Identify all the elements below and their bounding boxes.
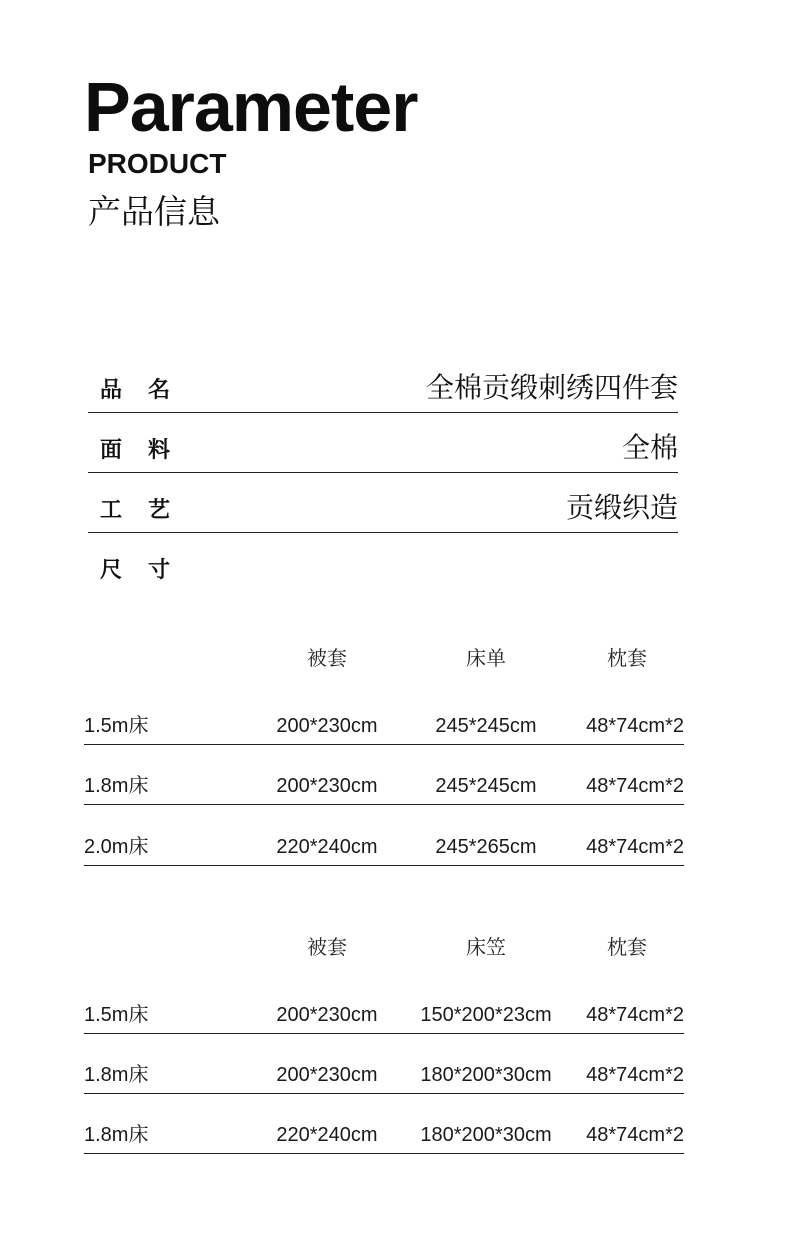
table-cell: 48*74cm*2 xyxy=(586,715,684,737)
table-cell: 48*74cm*2 xyxy=(586,775,684,797)
table-cell: 48*74cm*2 xyxy=(586,1064,684,1086)
table-row xyxy=(84,995,684,1034)
table-cell: 180*200*30cm xyxy=(420,1124,552,1146)
spec-label: 品名 xyxy=(100,378,197,403)
table-cell: 48*74cm*2 xyxy=(586,1124,684,1146)
header-cell: 床笠 xyxy=(466,935,506,959)
table-cell: 245*265cm xyxy=(435,836,537,858)
table-cell: 200*230cm xyxy=(276,775,378,797)
spec-row-size xyxy=(88,552,678,592)
header-cell: 床单 xyxy=(466,646,506,670)
spec-value: 全棉 xyxy=(621,431,678,464)
spec-label: 工艺 xyxy=(100,498,197,523)
table-cell: 150*200*23cm xyxy=(420,1004,552,1026)
table-cell: 220*240cm xyxy=(276,1124,378,1146)
table-row xyxy=(84,827,684,866)
table-cell: 48*74cm*2 xyxy=(586,1004,684,1026)
bed-size-cell: 1.5m床 xyxy=(84,715,149,737)
spec-label: 面料 xyxy=(100,438,197,463)
table-cell: 200*230cm xyxy=(276,715,378,737)
spec-row-fabric xyxy=(88,432,678,473)
spec-row-craft xyxy=(88,492,678,533)
bed-size-cell: 1.5m床 xyxy=(84,1004,149,1026)
header-cell: 枕套 xyxy=(607,935,647,959)
table-cell: 200*230cm xyxy=(276,1004,378,1026)
header-cell: 枕套 xyxy=(607,646,647,670)
table-row xyxy=(84,766,684,805)
spec-label: 尺寸 xyxy=(100,558,197,583)
table-row xyxy=(84,1115,684,1154)
header-cell: 被套 xyxy=(307,935,347,959)
table-cell: 220*240cm xyxy=(276,836,378,858)
table-header xyxy=(84,937,684,963)
table-cell: 245*245cm xyxy=(435,775,537,797)
table-cell: 48*74cm*2 xyxy=(586,836,684,858)
table-header xyxy=(84,648,684,674)
bed-size-cell: 1.8m床 xyxy=(84,1064,149,1086)
bed-size-cell: 2.0m床 xyxy=(84,836,149,858)
header-cell: 被套 xyxy=(307,646,347,670)
page-title: Parameter xyxy=(84,68,418,146)
spec-value: 全棉贡缎刺绣四件套 xyxy=(425,371,678,404)
table-cell: 200*230cm xyxy=(276,1064,378,1086)
spec-value: 贡缎织造 xyxy=(565,491,678,524)
table-row xyxy=(84,1055,684,1094)
bed-size-cell: 1.8m床 xyxy=(84,775,149,797)
spec-row-name xyxy=(88,372,678,413)
table-cell: 245*245cm xyxy=(435,715,537,737)
table-row xyxy=(84,706,684,745)
product-subtitle: PRODUCT xyxy=(88,148,227,179)
bed-size-cell: 1.8m床 xyxy=(84,1124,149,1146)
product-info-subtitle: 产品信息 xyxy=(88,192,220,231)
table-cell: 180*200*30cm xyxy=(420,1064,552,1086)
